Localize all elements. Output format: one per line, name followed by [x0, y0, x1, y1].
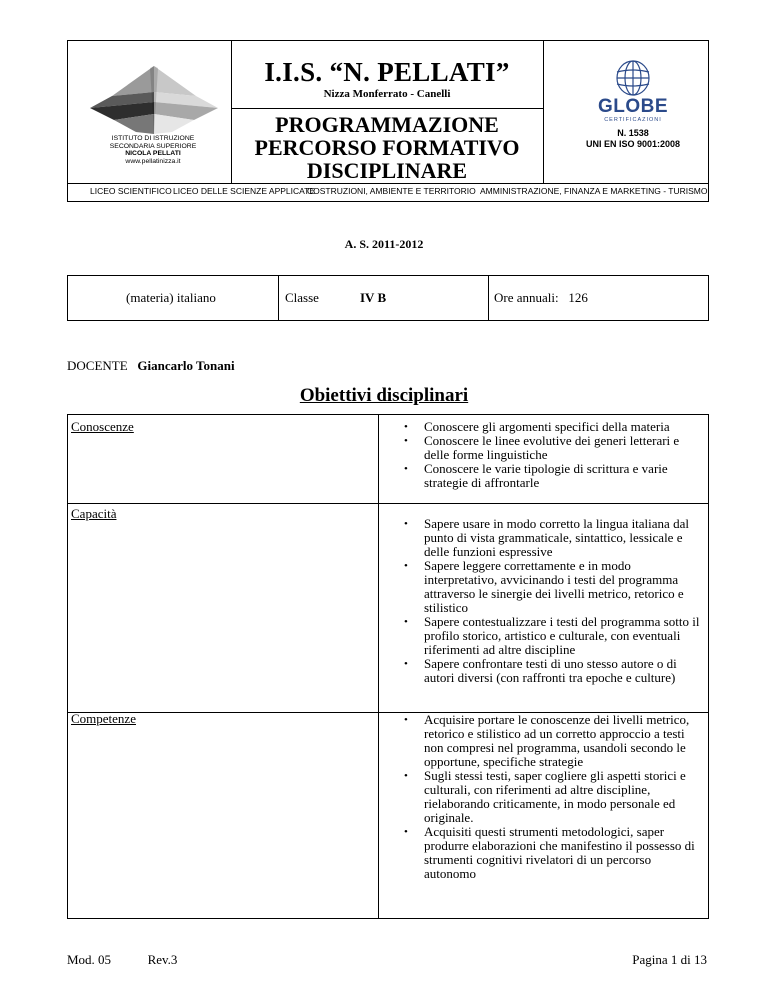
school-logo [84, 62, 224, 138]
footer-module-code: Mod. 05 [67, 952, 112, 967]
subject-hours [494, 290, 588, 306]
subject-hours-value: 126 [568, 290, 588, 305]
logo-caption-line: www.pellatinizza.it [125, 157, 181, 165]
school-location: Nizza Monferrato - Canelli [323, 88, 451, 100]
courses-row [67, 184, 709, 200]
globe-logo-icon [606, 58, 660, 98]
list-item: • Sugli stessi testi, saper cogliere gli aspetti storici e culturali, con riferimenti ad altre discipline, rielaborando criticamente, in modo personale ed originale. [404, 769, 700, 825]
list-item: • Sapere contestualizzare i testi del programma sotto il profilo storico, artistico e culturale, con eventuali riferimenti ad altre discipline [404, 615, 700, 657]
capacita-list [404, 517, 700, 685]
objectives-heading: Obiettivi disciplinari [299, 385, 469, 406]
list-item: • Sapere confrontare testi di uno stesso autore o di autori diversi (con raffronti tra epoche e culture) [404, 657, 700, 685]
certification-number: N. 1538 [617, 128, 649, 138]
document-title-line: DISCIPLINARE [306, 158, 468, 183]
objectives-row-divider [67, 503, 709, 504]
subject-divider [278, 275, 279, 321]
list-item: • Conoscere gli argomenti specifici della materia [404, 420, 700, 434]
subject-class-label: Classe [285, 290, 319, 305]
teacher-label: DOCENTE [67, 358, 128, 373]
subject-materia: (materia) italiano [126, 290, 216, 305]
header-divider-middle [231, 108, 543, 109]
category-capacita: Capacità [71, 506, 117, 521]
document-title-line: PROGRAMMAZIONE [275, 112, 499, 137]
globe-brand-sub: CERTIFICAZIONI [604, 117, 662, 123]
list-item: • Acquisiti questi strumenti metodologici, saper produrre elaborazioni che manifestino il possesso di strumenti cognitivi rivelatori di un percorso autonomo [404, 825, 700, 881]
certification-info [568, 128, 698, 150]
footer-page-number: Pagina 1 di 13 [632, 952, 707, 967]
school-year: A. S. 2011-2012 [344, 237, 424, 251]
list-item: • Sapere usare in modo corretto la lingua italiana dal punto di vista grammaticale, sintattico, lessicale e delle funzioni espressive [404, 517, 700, 559]
header-divider-right [543, 40, 544, 183]
competenze-list [404, 713, 700, 881]
subject-class-value: IV B [360, 290, 387, 305]
list-item: • Conoscere le linee evolutive dei generi letterari e delle forme linguistiche [404, 434, 700, 462]
conoscenze-list [404, 420, 700, 490]
subject-hours-label: Ore annuali: [494, 290, 559, 305]
course-label: COSTRUZIONI, AMBIENTE E TERRITORIO [307, 186, 476, 196]
category-conoscenze: Conoscenze [71, 419, 134, 434]
logo-caption-line: ISTITUTO DI ISTRUZIONE [111, 135, 195, 142]
document-title-line: PERCORSO FORMATIVO [254, 135, 520, 160]
course-label: LICEO DELLE SCIENZE APPLICATE [173, 186, 316, 196]
footer-revision: Rev.3 [147, 952, 178, 967]
logo-caption-line: NICOLA PELLATI [125, 150, 181, 158]
teacher-name: Giancarlo Tonani [137, 358, 235, 373]
school-name: I.I.S. “N. PELLATI” [264, 57, 510, 87]
course-label: LICEO SCIENTIFICO [90, 186, 172, 196]
course-label: AMMINISTRAZIONE, FINANZA E MARKETING - TURISMO [480, 186, 708, 196]
logo-caption [88, 135, 218, 165]
logo-caption-line: SECONDARIA SUPERIORE [109, 142, 197, 150]
objectives-column-divider [378, 414, 379, 919]
document-title [231, 113, 543, 182]
list-item: • Sapere leggere correttamente e in modo interpretativo, avvicinando i testi del programma attraverso le sinergie dei livelli metrico, retorico e stilistico [404, 559, 700, 615]
footer-module [67, 952, 177, 968]
list-item: • Conoscere le varie tipologie di scrittura e varie strategie di affrontarle [404, 462, 700, 490]
teacher [67, 358, 235, 374]
category-competenze: Competenze [71, 711, 136, 726]
certification-standard: UNI EN ISO 9001:2008 [585, 139, 681, 149]
subject-divider [488, 275, 489, 321]
globe-brand: GLOBE [597, 96, 669, 117]
list-item: • Acquisire portare le conoscenze dei livelli metrico, retorico e stilistico ad un corretto approccio a testi non compresi nel programma, usandoli secondo le opportune, specifiche strategie [404, 713, 700, 769]
